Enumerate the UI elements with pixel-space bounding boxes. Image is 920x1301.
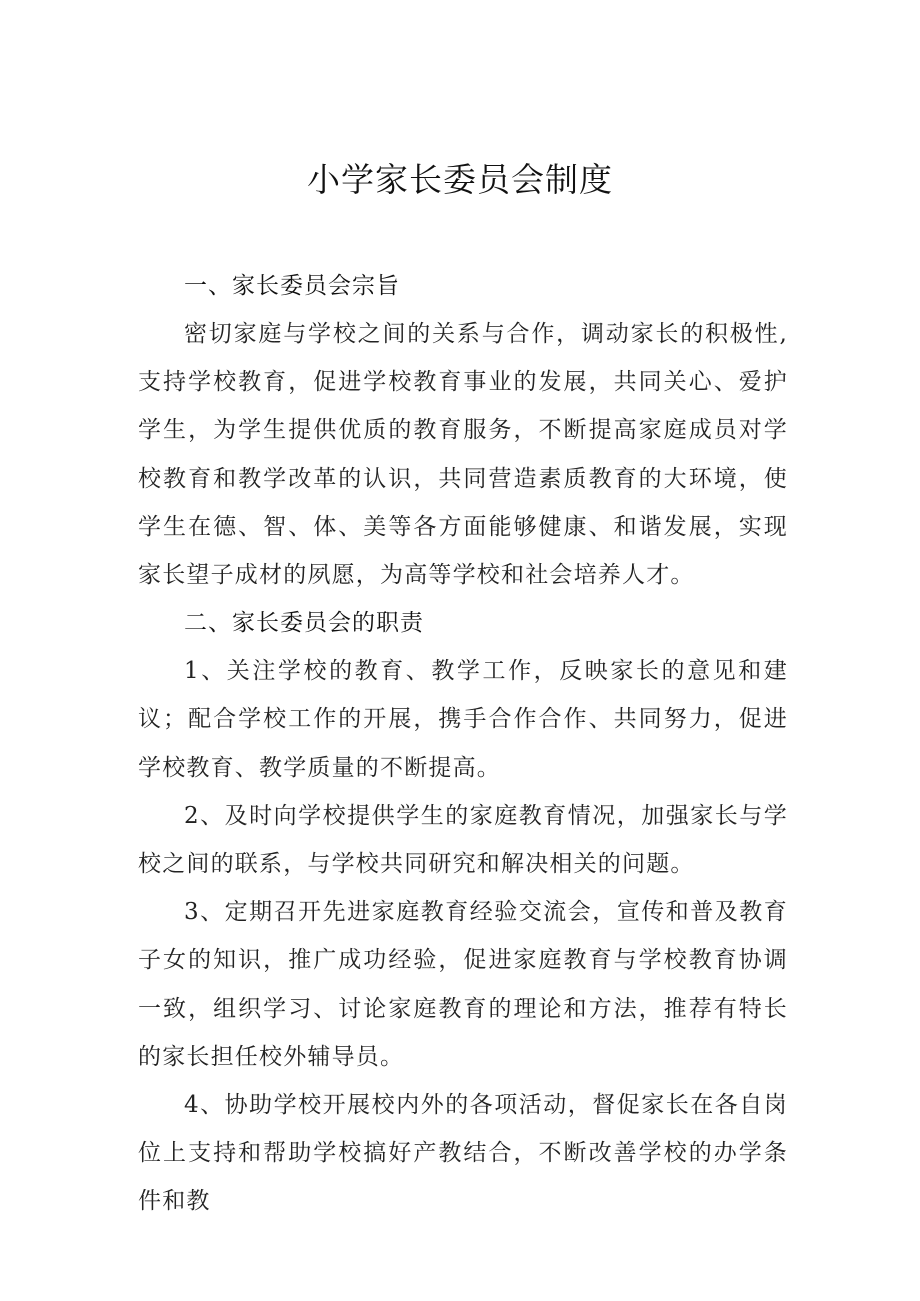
purpose-paragraph: 密切家庭与学校之间的关系与合作，调动家长的积极性,支持学校教育，促进学校教育事业的发展，共同关心、爱护学生，为学生提供优质的教育服务，不断提高家庭成员对学校教育和教学改革的认识，共同营造素质教育的大环境，使学生在德、智、体、美等各方面能够健康、和谐发展，实现家长望子成材的夙愿，为高等学校和社会培养人才。 [138,321,788,589]
section-heading-duties: 二、家长委员会的职责 [184,610,424,637]
duty-paragraph-1: 1、关注学校的教育、教学工作，反映家长的意见和建议；配合学校工作的开展，携手合作合作、共同努力，促进学校教育、教学质量的不断提高。 [138,658,788,781]
page-title: 小学家长委员会制度 [307,160,613,199]
duty-paragraph-3: 3、定期召开先进家庭教育经验交流会，宣传和普及教育子女的知识，推广成功经验，促进家庭教育与学校教育协调一致，组织学习、讨论家庭教育的理论和方法，推荐有特长的家长担任校外辅导员。 [138,899,788,1070]
duty-paragraph-2: 2、及时向学校提供学生的家庭教育情况，加强家长与学校之间的联系，与学校共同研究和解决相关的问题。 [138,802,788,878]
section-heading-purpose: 一、家长委员会宗旨 [184,273,400,299]
duty-paragraph-4: 4、协助学校开展校内外的各项活动，督促家长在各自岗位上支持和帮助学校搞好产教结合，不断改善学校的办学条件和教 [138,1092,788,1215]
document-body [138,262,788,1226]
